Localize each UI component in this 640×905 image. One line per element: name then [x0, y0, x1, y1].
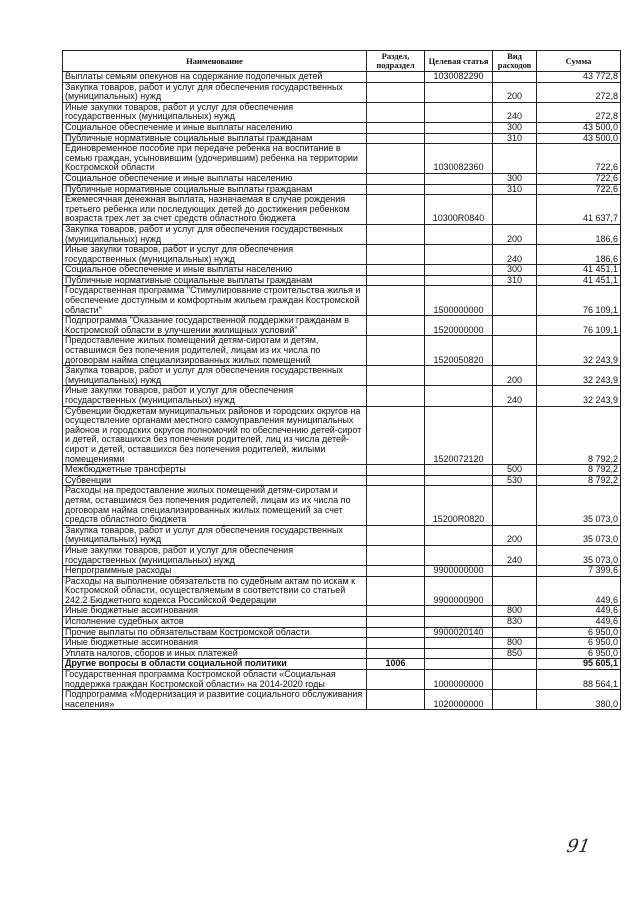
cell-target — [425, 465, 493, 476]
cell-type — [493, 336, 537, 366]
cell-section — [367, 102, 425, 122]
cell-type — [493, 316, 537, 336]
table-row — [63, 122, 621, 133]
table-row — [63, 133, 621, 144]
cell-target — [425, 122, 493, 133]
table-row — [63, 406, 621, 465]
cell-name: Иные бюджетные ассигнования — [63, 606, 367, 617]
cell-section — [367, 366, 425, 386]
cell-sum: 43 500,0 — [537, 122, 621, 133]
cell-sum: 722,6 — [537, 173, 621, 184]
table-row — [63, 286, 621, 316]
cell-type — [493, 690, 537, 710]
cell-sum: 35 073,0 — [537, 486, 621, 525]
header-type: Вид расходов — [493, 51, 537, 72]
cell-sum: 32 243,9 — [537, 336, 621, 366]
cell-name: Другие вопросы в области социальной политики — [63, 659, 367, 670]
cell-type — [493, 627, 537, 638]
cell-section — [367, 275, 425, 286]
cell-target: 1020000000 — [425, 690, 493, 710]
cell-sum: 41 451,1 — [537, 265, 621, 276]
cell-sum: 88 564,1 — [537, 670, 621, 690]
cell-sum: 8 792,2 — [537, 475, 621, 486]
cell-type: 310 — [493, 275, 537, 286]
cell-type — [493, 566, 537, 577]
cell-target — [425, 545, 493, 565]
cell-type: 300 — [493, 173, 537, 184]
cell-sum: 7 399,6 — [537, 566, 621, 577]
table-row — [63, 275, 621, 286]
table-row — [63, 386, 621, 406]
cell-type: 240 — [493, 102, 537, 122]
header-target: Целевая статья — [425, 51, 493, 72]
budget-sheet — [62, 50, 620, 710]
table-row — [63, 606, 621, 617]
cell-name: Подпрограмма "Оказание государственной поддержки гражданам в Костромской области в улучшении жилищных условий" — [63, 316, 367, 336]
cell-type: 310 — [493, 184, 537, 195]
cell-section — [367, 648, 425, 659]
cell-sum: 449,6 — [537, 617, 621, 628]
cell-name: Иные закупки товаров, работ и услуг для обеспечения государственных (муниципальных) нужд — [63, 386, 367, 406]
cell-target: 9900020140 — [425, 627, 493, 638]
cell-name: Иные бюджетные ассигнования — [63, 638, 367, 649]
table-row — [63, 648, 621, 659]
table-row — [63, 670, 621, 690]
cell-name: Публичные нормативные социальные выплаты гражданам — [63, 184, 367, 195]
cell-type: 310 — [493, 133, 537, 144]
cell-section — [367, 286, 425, 316]
table-row — [63, 144, 621, 174]
cell-target: 9900000900 — [425, 576, 493, 606]
cell-name: Социальное обеспечение и иные выплаты населению — [63, 173, 367, 184]
cell-target: 9900000000 — [425, 566, 493, 577]
cell-name: Государственная программа Костромской области «Социальная поддержка граждан Костромской области» на 2014-2020 годы — [63, 670, 367, 690]
cell-name: Иные закупки товаров, работ и услуг для обеспечения государственных (муниципальных) нужд — [63, 102, 367, 122]
cell-section — [367, 617, 425, 628]
cell-target — [425, 638, 493, 649]
cell-target — [425, 386, 493, 406]
cell-sum: 43 500,0 — [537, 133, 621, 144]
cell-section — [367, 386, 425, 406]
cell-sum: 186,6 — [537, 224, 621, 244]
cell-type — [493, 576, 537, 606]
cell-sum: 8 792,2 — [537, 465, 621, 476]
cell-type: 200 — [493, 525, 537, 545]
cell-sum: 76 109,1 — [537, 286, 621, 316]
cell-type: 240 — [493, 245, 537, 265]
cell-name: Иные закупки товаров, работ и услуг для обеспечения государственных (муниципальных) нужд — [63, 245, 367, 265]
cell-sum: 6 950,0 — [537, 648, 621, 659]
cell-name: Закупка товаров, работ и услуг для обеспечения государственных (муниципальных) нужд — [63, 366, 367, 386]
cell-type — [493, 286, 537, 316]
cell-target: 15200R0820 — [425, 486, 493, 525]
cell-section — [367, 224, 425, 244]
cell-type — [493, 486, 537, 525]
cell-section — [367, 316, 425, 336]
cell-name: Субвенции бюджетам муниципальных районов и городских округов на осуществление органами местного самоуправления муниципальных районов и городских округов полномочий по обеспечению детей-сирот и детей, оставшихся без попечения родителей, лиц из числа детей-сирот и детей, оставшихся без попечения родителей, жилыми помещениями — [63, 406, 367, 465]
cell-section — [367, 173, 425, 184]
cell-sum: 272,8 — [537, 102, 621, 122]
cell-type: 300 — [493, 122, 537, 133]
cell-name: Закупка товаров, работ и услуг для обеспечения государственных (муниципальных) нужд — [63, 525, 367, 545]
cell-type: 200 — [493, 224, 537, 244]
cell-type — [493, 195, 537, 225]
cell-target — [425, 275, 493, 286]
cell-target — [425, 82, 493, 102]
cell-section — [367, 184, 425, 195]
header-section: Раздел, подраздел — [367, 51, 425, 72]
table-row — [63, 525, 621, 545]
table-row — [63, 336, 621, 366]
table-row — [63, 566, 621, 577]
cell-target — [425, 475, 493, 486]
cell-section — [367, 195, 425, 225]
cell-target: 1030082290 — [425, 72, 493, 83]
cell-name: Социальное обеспечение и иные выплаты населению — [63, 265, 367, 276]
cell-type — [493, 670, 537, 690]
cell-sum: 41 637,7 — [537, 195, 621, 225]
cell-name: Исполнение судебных актов — [63, 617, 367, 628]
cell-type: 850 — [493, 648, 537, 659]
table-row — [63, 690, 621, 710]
handwritten-page-number: 91 — [565, 836, 592, 857]
cell-target: 1500000000 — [425, 286, 493, 316]
cell-section — [367, 82, 425, 102]
cell-name: Предоставление жилых помещений детям-сиротам и детям, оставшимся без попечения родителей, лицам из их числа по договорам найма специализированных жилых помещений — [63, 336, 367, 366]
cell-target — [425, 525, 493, 545]
cell-sum: 6 950,0 — [537, 638, 621, 649]
table-row — [63, 184, 621, 195]
cell-target — [425, 133, 493, 144]
cell-name: Расходы на выполнение обязательств по судебным актам по искам к Костромской области, осуществляемым в соответствии со статьей 242.2 Бюджетного кодекса Российской Федерации — [63, 576, 367, 606]
cell-type: 830 — [493, 617, 537, 628]
cell-type — [493, 72, 537, 83]
cell-type: 240 — [493, 386, 537, 406]
cell-section — [367, 606, 425, 617]
cell-type: 200 — [493, 366, 537, 386]
cell-sum: 380,0 — [537, 690, 621, 710]
cell-section — [367, 475, 425, 486]
table-header-row — [63, 51, 621, 72]
cell-target: 1520050820 — [425, 336, 493, 366]
cell-name: Единовременное пособие при передаче ребенка на воспитание в семью граждан, усыновившим (удочерившим) ребенка на территории Костромской области — [63, 144, 367, 174]
cell-section — [367, 406, 425, 465]
cell-name: Публичные нормативные социальные выплаты гражданам — [63, 133, 367, 144]
cell-target — [425, 648, 493, 659]
cell-section — [367, 627, 425, 638]
cell-target — [425, 102, 493, 122]
cell-name: Публичные нормативные социальные выплаты гражданам — [63, 275, 367, 286]
table-body — [63, 72, 621, 710]
header-name: Наименование — [63, 51, 367, 72]
cell-target — [425, 173, 493, 184]
table-row — [63, 465, 621, 476]
cell-name: Закупка товаров, работ и услуг для обеспечения государственных (муниципальных) нужд — [63, 82, 367, 102]
cell-type: 300 — [493, 265, 537, 276]
table-row — [63, 545, 621, 565]
table-row — [63, 224, 621, 244]
cell-target — [425, 659, 493, 670]
cell-sum: 449,6 — [537, 606, 621, 617]
cell-name: Иные закупки товаров, работ и услуг для обеспечения государственных (муниципальных) нужд — [63, 545, 367, 565]
table-row — [63, 627, 621, 638]
cell-sum: 35 073,0 — [537, 545, 621, 565]
cell-target — [425, 224, 493, 244]
cell-type: 200 — [493, 82, 537, 102]
cell-type: 500 — [493, 465, 537, 476]
cell-sum: 35 073,0 — [537, 525, 621, 545]
cell-section — [367, 122, 425, 133]
cell-sum: 32 243,9 — [537, 366, 621, 386]
table-row — [63, 195, 621, 225]
table-row — [63, 265, 621, 276]
cell-section — [367, 465, 425, 476]
table-row — [63, 245, 621, 265]
cell-type: 800 — [493, 606, 537, 617]
cell-section — [367, 72, 425, 83]
cell-section — [367, 144, 425, 174]
table-row — [63, 366, 621, 386]
cell-target — [425, 265, 493, 276]
cell-name: Ежемесячная денежная выплата, назначаемая в случае рождения третьего ребенка или последующих детей до достижения ребенком возраста трех лет за счет средств областного бюджета — [63, 195, 367, 225]
cell-sum: 95 605,1 — [537, 659, 621, 670]
cell-type: 240 — [493, 545, 537, 565]
cell-name: Выплаты семьям опекунов на содержание подопечных детей — [63, 72, 367, 83]
cell-target: 1520000000 — [425, 316, 493, 336]
table-row — [63, 102, 621, 122]
cell-sum: 272,8 — [537, 82, 621, 102]
cell-sum: 186,6 — [537, 245, 621, 265]
cell-section — [367, 690, 425, 710]
cell-section — [367, 566, 425, 577]
cell-section — [367, 336, 425, 366]
cell-target — [425, 245, 493, 265]
cell-name: Социальное обеспечение и иные выплаты населению — [63, 122, 367, 133]
cell-section — [367, 265, 425, 276]
table-row — [63, 617, 621, 628]
cell-type — [493, 406, 537, 465]
cell-type: 530 — [493, 475, 537, 486]
table-row — [63, 486, 621, 525]
cell-section — [367, 525, 425, 545]
cell-sum: 43 772,8 — [537, 72, 621, 83]
cell-sum: 722,6 — [537, 144, 621, 174]
cell-name: Государственная программа "Стимулирование строительства жилья и обеспечение доступным и комфортным жильем граждан Костромской области" — [63, 286, 367, 316]
cell-type: 800 — [493, 638, 537, 649]
cell-sum: 41 451,1 — [537, 275, 621, 286]
cell-section — [367, 576, 425, 606]
cell-section — [367, 638, 425, 649]
cell-name: Расходы на предоставление жилых помещений детям-сиротам и детям, оставшимся без попечения родителей, лицам из их числа по договорам найма специализированных жилых помещений за счет средств областного бюджета — [63, 486, 367, 525]
budget-table — [62, 50, 621, 710]
cell-target — [425, 184, 493, 195]
table-row — [63, 82, 621, 102]
cell-type — [493, 659, 537, 670]
table-row — [63, 316, 621, 336]
cell-sum: 722,6 — [537, 184, 621, 195]
cell-name: Уплата налогов, сборов и иных платежей — [63, 648, 367, 659]
cell-section — [367, 545, 425, 565]
table-row — [63, 173, 621, 184]
cell-sum: 76 109,1 — [537, 316, 621, 336]
cell-target: 1030082360 — [425, 144, 493, 174]
cell-type — [493, 144, 537, 174]
cell-name: Подпрограмма «Модернизация и развитие социального обслуживания населения» — [63, 690, 367, 710]
cell-sum: 32 243,9 — [537, 386, 621, 406]
cell-name: Закупка товаров, работ и услуг для обеспечения государственных (муниципальных) нужд — [63, 224, 367, 244]
cell-target: 10300R0840 — [425, 195, 493, 225]
cell-sum: 8 792,2 — [537, 406, 621, 465]
cell-name: Межбюджетные трансферты — [63, 465, 367, 476]
table-row — [63, 475, 621, 486]
table-row — [63, 576, 621, 606]
cell-sum: 449,6 — [537, 576, 621, 606]
table-row — [63, 638, 621, 649]
cell-name: Непрограммные расходы — [63, 566, 367, 577]
table-row — [63, 659, 621, 670]
cell-target — [425, 366, 493, 386]
cell-section: 1006 — [367, 659, 425, 670]
cell-section — [367, 133, 425, 144]
cell-target: 1000000000 — [425, 670, 493, 690]
table-row — [63, 72, 621, 83]
cell-target — [425, 617, 493, 628]
cell-section — [367, 486, 425, 525]
cell-target: 1520072120 — [425, 406, 493, 465]
cell-section — [367, 670, 425, 690]
cell-sum: 6 950,0 — [537, 627, 621, 638]
cell-name: Прочие выплаты по обязательствам Костромской области — [63, 627, 367, 638]
header-sum: Сумма — [537, 51, 621, 72]
cell-target — [425, 606, 493, 617]
cell-section — [367, 245, 425, 265]
cell-name: Субвенции — [63, 475, 367, 486]
